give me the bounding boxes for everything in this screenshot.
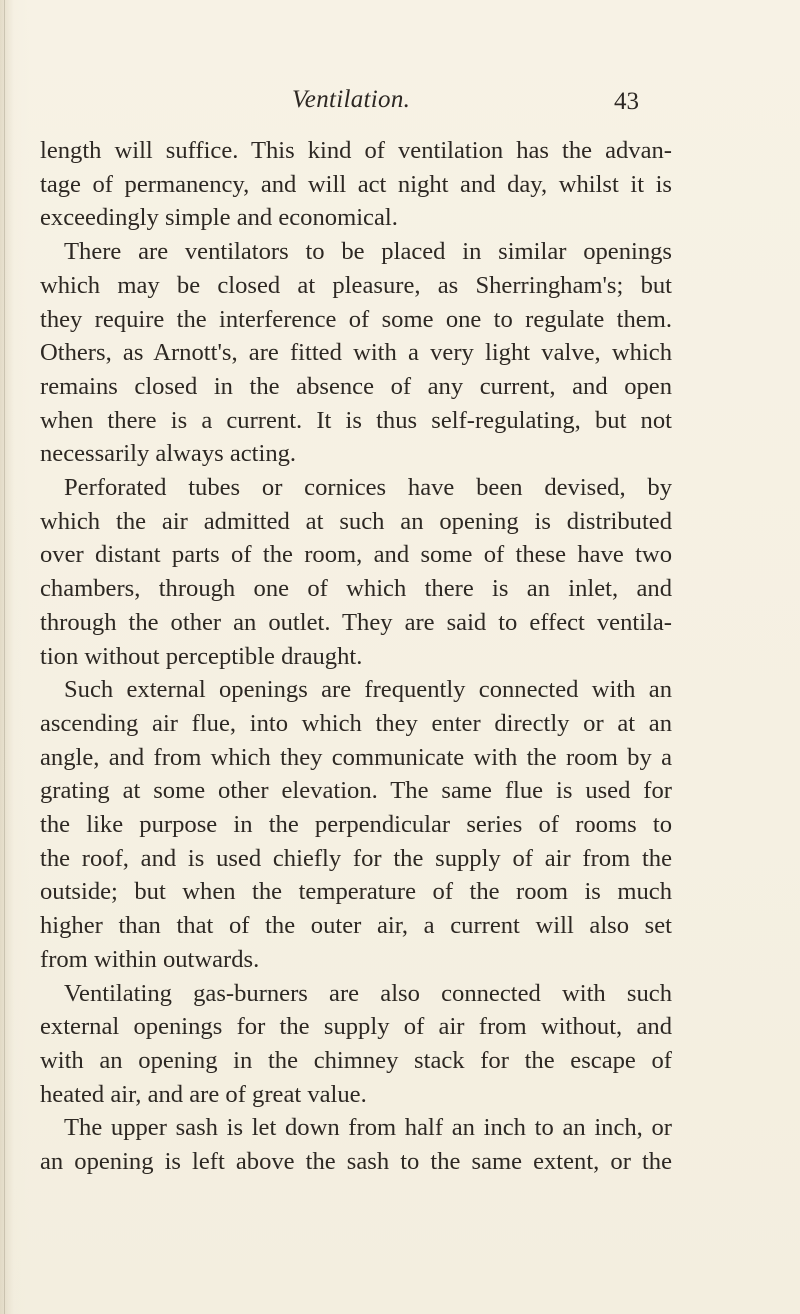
text-line: Perforated tubes or cornices have been devised, by — [64, 474, 672, 502]
text-line: with an opening in the chimney stack for the escape of — [40, 1046, 672, 1074]
text-line: the like purpose in the perpendicular series of rooms to — [40, 811, 672, 839]
text-line: the roof, and is used chiefly for the supply of air from the — [40, 844, 672, 872]
paragraph-4 — [40, 673, 672, 976]
text-line: There are ventilators to be placed in similar openings — [64, 238, 672, 266]
paragraph-2 — [40, 235, 672, 471]
text-line: outside; but when the temperature of the room is much — [40, 878, 672, 906]
text-line: they require the interference of some one to regulate them. — [40, 305, 672, 333]
text-line: necessarily always acting. — [40, 440, 297, 468]
paragraph-1 — [40, 134, 672, 235]
text-line: external openings for the supply of air from without, and — [40, 1013, 672, 1041]
text-line: which may be closed at pleasure, as Sherringham's; but — [40, 271, 672, 299]
paragraph-5 — [40, 977, 672, 1112]
body-text — [40, 134, 672, 1179]
text-line: Others, as Arnott's, are fitted with a very light valve, which — [40, 339, 672, 367]
text-line: heated air, and are of great value. — [40, 1080, 367, 1108]
text-line: through the other an outlet. They are said to effect ventila- — [40, 608, 672, 636]
text-line: over distant parts of the room, and some of these have two — [40, 541, 672, 569]
page-gutter-edge — [4, 0, 5, 1314]
text-line: from within outwards. — [40, 945, 260, 973]
text-line: when there is a current. It is thus self-regulating, but not — [40, 406, 672, 434]
text-line: which the air admitted at such an opening is distributed — [40, 507, 672, 535]
text-line: length will suffice. This kind of ventilation has the advan- — [40, 137, 672, 164]
text-line: higher than that of the outer air, a current will also set — [40, 912, 672, 940]
paragraph-3 — [40, 471, 672, 673]
text-line: tage of permanency, and will act night and day, whilst it is — [40, 170, 672, 198]
text-line: The upper sash is let down from half an inch to an inch, or — [64, 1114, 672, 1142]
text-line: an opening is left above the sash to the same extent, or the — [40, 1148, 672, 1176]
running-title: Ventilation. — [292, 86, 411, 113]
text-line: exceedingly simple and economical. — [40, 204, 398, 232]
page-number: 43 — [614, 88, 639, 115]
text-line: tion without perceptible draught. — [40, 642, 363, 670]
text-line: grating at some other elevation. The same flue is used for — [40, 777, 672, 805]
text-line: angle, and from which they communicate with the room by a — [40, 743, 672, 771]
paragraph-6 — [40, 1111, 672, 1178]
text-line: Such external openings are frequently connected with an — [64, 676, 672, 704]
text-line: remains closed in the absence of any current, and open — [40, 372, 672, 400]
text-line: ascending air flue, into which they enter directly or at an — [40, 709, 672, 737]
page-header — [0, 86, 800, 126]
text-line: chambers, through one of which there is an inlet, and — [40, 575, 672, 603]
text-line: Ventilating gas-burners are also connected with such — [64, 979, 672, 1007]
